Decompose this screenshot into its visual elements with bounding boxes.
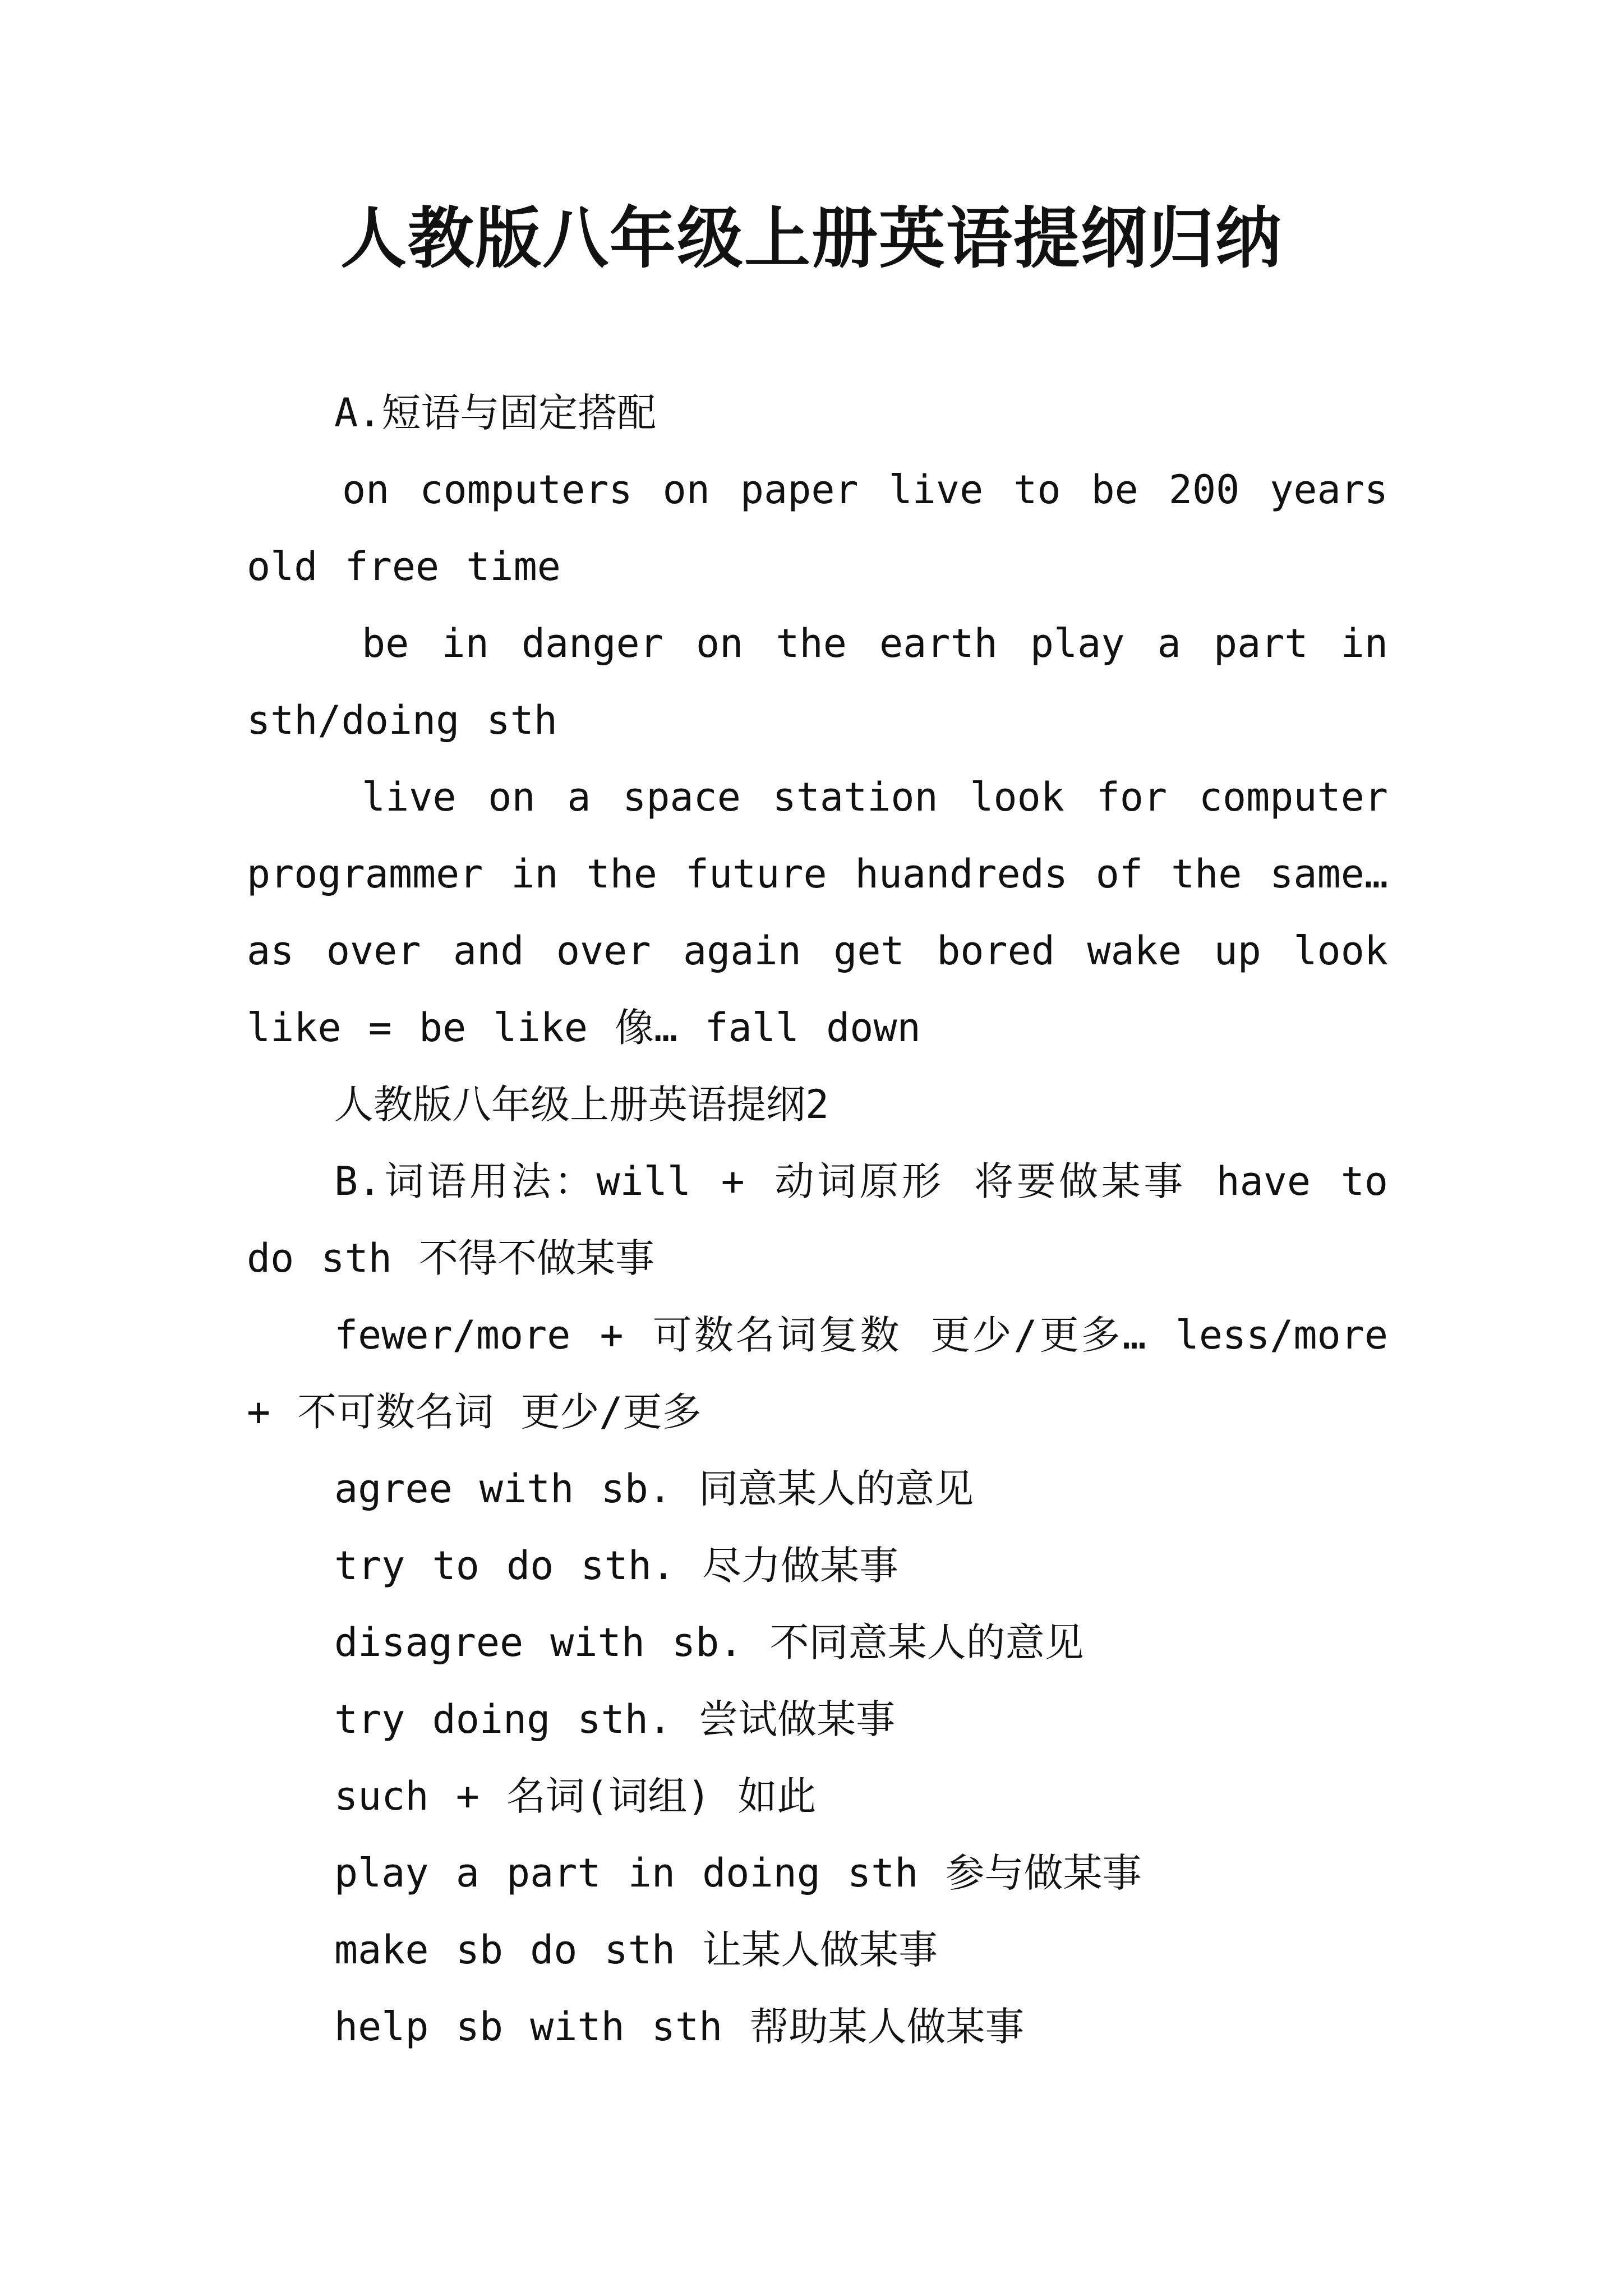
usage-line: disagree with sb. 不同意某人的意见 — [334, 1619, 1084, 1665]
section-subtitle: 人教版八年级上册英语提纲2 — [334, 1082, 829, 1128]
usage-line: such + 名词(词组) 如此 — [334, 1773, 817, 1819]
usage-line: help sb with sth 帮助某人做某事 — [334, 2004, 1025, 2050]
usage-line: play a part in doing sth 参与做某事 — [334, 1850, 1142, 1896]
section-heading-a: A.短语与固定搭配 — [334, 390, 657, 436]
document-body — [247, 375, 1388, 2065]
usage-line: try doing sth. 尝试做某事 — [334, 1696, 896, 1742]
usage-line: agree with sb. 同意某人的意见 — [334, 1466, 974, 1512]
section-heading-b: B.词语用法：will + 动词原形 将要做某事 have to do sth 不得不做某事 — [247, 1158, 1388, 1281]
phrase-paragraph: on computers on paper live to be 200 years old free time — [247, 467, 1388, 590]
document-title: 人教版八年级上册英语提纲归纳 — [340, 199, 1283, 277]
phrase-paragraph: be in danger on the earth play a part in sth/doing sth — [247, 620, 1388, 743]
usage-line: make sb do sth 让某人做某事 — [334, 1927, 938, 1973]
usage-paragraph: fewer/more + 可数名词复数 更少/更多… less/more + 不可数名词 更少/更多 — [247, 1312, 1388, 1435]
usage-line: try to do sth. 尽力做某事 — [334, 1543, 899, 1589]
phrase-paragraph: live on a space station look for computer programmer in the future huandreds of the same…as over and over again get bored wake up look like = be like 像… fall down — [247, 774, 1388, 1051]
